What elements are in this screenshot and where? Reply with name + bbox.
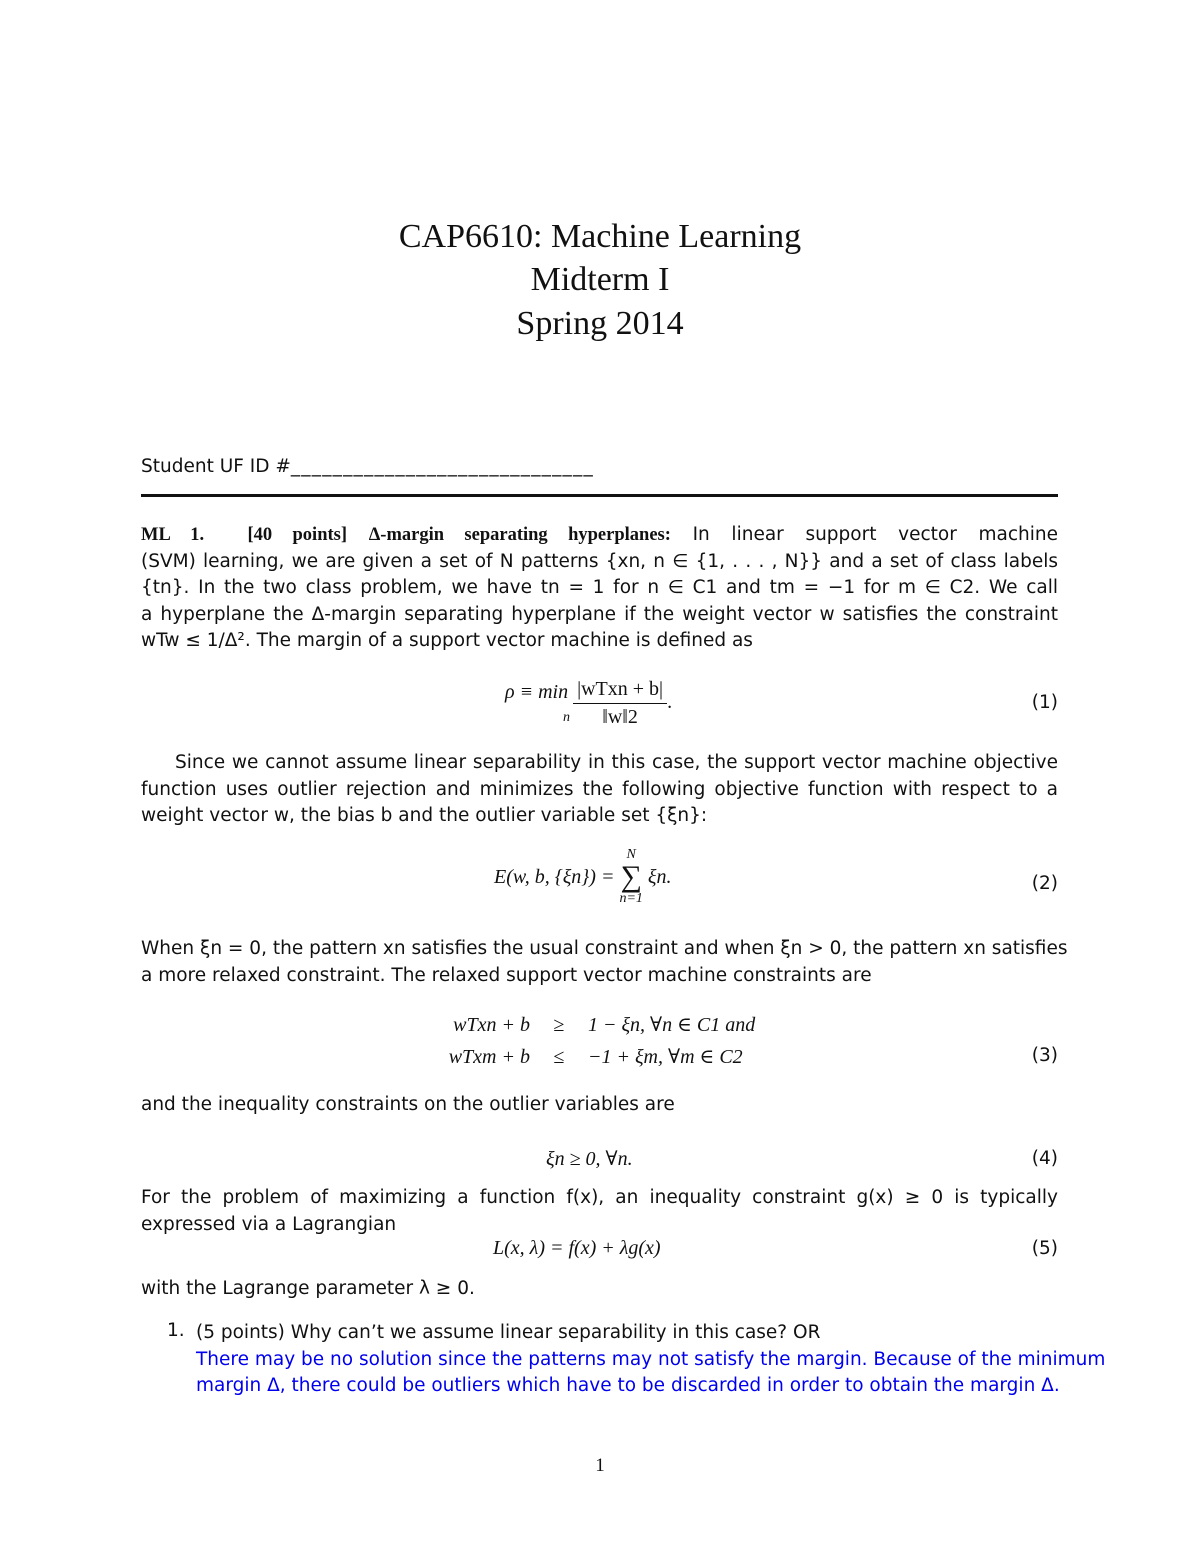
intro-line-4: a hyperplane the Δ-margin separating hyperplane if the weight vector w satisfies the constraint bbox=[141, 603, 1058, 625]
para2-line-3: weight vector w, the bias b and the outlier variable set {ξn}: bbox=[141, 805, 708, 826]
eq1-denominator: ‖w‖2 bbox=[602, 706, 638, 728]
paragraph-5 bbox=[141, 1185, 1058, 1238]
equation-5: L(x, λ) = f(x) + λg(x) bbox=[493, 1237, 661, 1259]
question-1 bbox=[196, 1320, 1106, 1400]
eq1-sub: n bbox=[563, 709, 571, 725]
para2-line-2: function uses outlier rejection and minimizes the following objective function with respect to a bbox=[141, 778, 1058, 800]
eq1-lhs: ρ ≡ min bbox=[505, 680, 569, 703]
student-id-line bbox=[141, 456, 594, 477]
paragraph-4 bbox=[141, 1092, 1058, 1119]
sigma-symbol: ∑ bbox=[620, 860, 642, 893]
problem-number: ML 1. bbox=[141, 525, 205, 545]
intro-line-3: {tn}. In the two class problem, we have tn = 1 for n ∈ C1 and tm = −1 for m ∈ C2. We call bbox=[141, 577, 1058, 598]
paragraph-2 bbox=[141, 750, 1058, 830]
para3-line-2: a more relaxed constraint. The relaxed support vector machine constraints are bbox=[141, 964, 872, 986]
para2-line-1: Since we cannot assume linear separability in this case, the support vector machine objective bbox=[175, 752, 1058, 773]
eq2-sum-top: N bbox=[626, 847, 636, 862]
answer-line-2: margin Δ, there could be outliers which have to be discarded in order to obtain the margin Δ. bbox=[196, 1375, 1060, 1396]
paragraph-3 bbox=[141, 936, 1068, 989]
eq2-sum bbox=[619, 848, 642, 906]
question-1-marker: 1. bbox=[167, 1320, 185, 1341]
eq3-row1-rhs: 1 − ξn, ∀n ∈ C1 and bbox=[588, 1014, 756, 1036]
para5-line-1: For the problem of maximizing a function f(x), an inequality constraint g(x) ≥ 0 is typically bbox=[141, 1187, 1058, 1208]
exam-title: Midterm I bbox=[530, 261, 670, 298]
term-title: Spring 2014 bbox=[516, 305, 684, 342]
eq3-row2-op: ≤ bbox=[553, 1046, 565, 1068]
student-id-label: Student UF ID # bbox=[141, 456, 291, 477]
eq4-number: (4) bbox=[1031, 1148, 1058, 1169]
para3-line-1: When ξn = 0, the pattern xn satisfies the usual constraint and when ξn > 0, the pattern xn satisfies bbox=[141, 938, 1068, 959]
header-rule bbox=[141, 494, 1058, 497]
problem-topic: Δ-margin separating hyperplanes: bbox=[368, 525, 671, 545]
eq1-fraction bbox=[573, 678, 667, 729]
eq1-numerator: |wTxn + b| bbox=[573, 678, 667, 704]
eq3-number: (3) bbox=[1031, 1045, 1058, 1066]
equation-4: ξn ≥ 0, ∀n. bbox=[546, 1148, 633, 1170]
eq3-row2-lhs: wTxm + b bbox=[448, 1046, 530, 1068]
equation-3-row-2 bbox=[430, 1044, 743, 1069]
eq2-sum-bottom: n=1 bbox=[619, 891, 643, 906]
equation-3-row-1 bbox=[430, 1012, 755, 1037]
answer-line-1: There may be no solution since the patterns may not satisfy the margin. Because of the minimum bbox=[196, 1348, 1106, 1370]
eq1-tail: . bbox=[667, 691, 673, 714]
question-1-text: (5 points) Why can’t we assume linear separability in this case? OR bbox=[196, 1322, 821, 1343]
eq3-row1-lhs: wTxn + b bbox=[453, 1014, 530, 1036]
para6-line: with the Lagrange parameter λ ≥ 0. bbox=[141, 1278, 475, 1299]
intro-line-2: (SVM) learning, we are given a set of N patterns {xn, n ∈ {1, . . . , N}} and a set of class labels bbox=[141, 550, 1058, 572]
eq2-rhs: ξn. bbox=[647, 865, 672, 888]
problem-intro bbox=[141, 522, 1058, 655]
intro-line-5: wTw ≤ 1/Δ². The margin of a support vector machine is defined as bbox=[141, 630, 753, 651]
para4-line: and the inequality constraints on the outlier variables are bbox=[141, 1094, 675, 1115]
eq1-number: (1) bbox=[1031, 692, 1058, 713]
eq3-row1-op: ≥ bbox=[553, 1014, 565, 1036]
intro-text-1: In linear support vector machine bbox=[692, 524, 1058, 545]
equation-1 bbox=[505, 678, 672, 729]
eq2-number: (2) bbox=[1031, 873, 1058, 894]
eq2-lhs: E(w, b, {ξn}) = bbox=[494, 865, 615, 888]
student-id-blank: _____________________________ bbox=[290, 456, 594, 477]
page-number: 1 bbox=[595, 1455, 605, 1476]
para5-line-2: expressed via a Lagrangian bbox=[141, 1213, 397, 1235]
intro-line-1 bbox=[141, 522, 1058, 549]
equation-2 bbox=[494, 848, 671, 918]
paragraph-6 bbox=[141, 1276, 1058, 1303]
eq3-row2-rhs: −1 + ξm, ∀m ∈ C2 bbox=[588, 1046, 743, 1068]
course-title: CAP6610: Machine Learning bbox=[398, 218, 802, 255]
problem-points: [40 points] bbox=[247, 525, 348, 545]
eq5-number: (5) bbox=[1031, 1238, 1058, 1259]
